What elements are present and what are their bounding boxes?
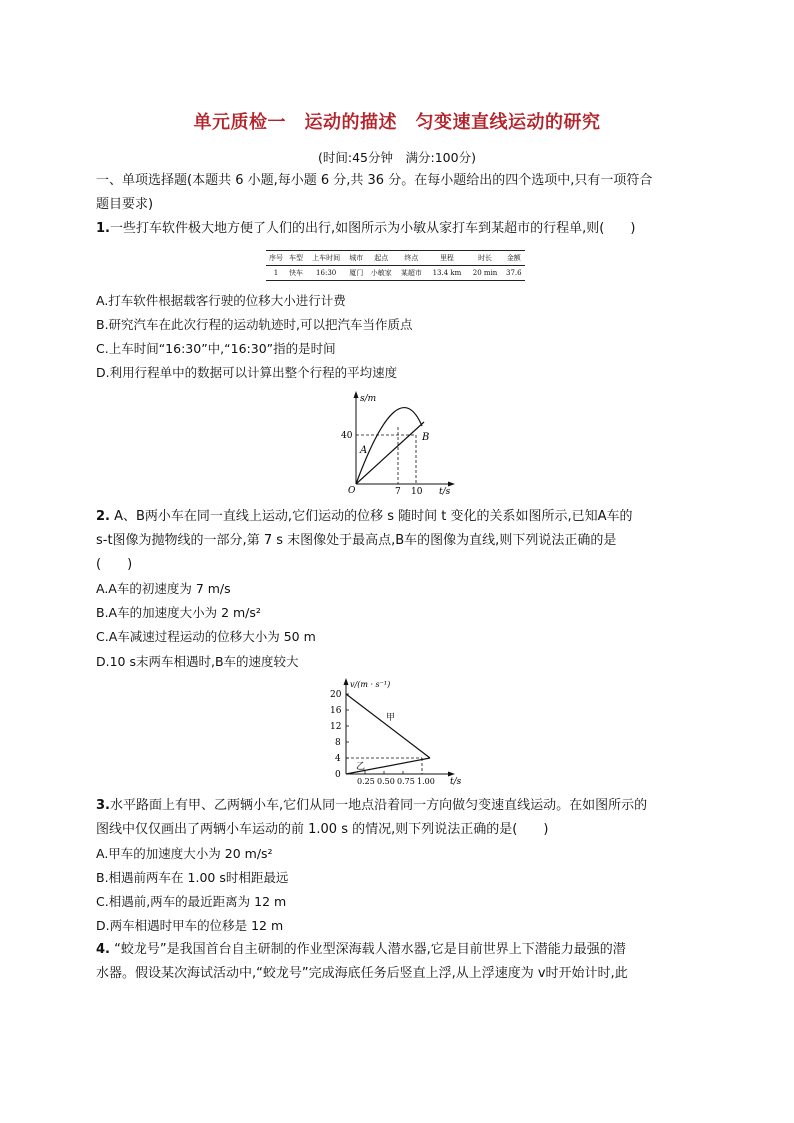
question-stem-line2: 图线中仅仅画出了两辆小车运动的前 1.00 s 的情况,则下列说法正确的是( ) [96,822,549,837]
x-axis-arrow [448,772,455,777]
option-d: D.利用行程单中的数据可以计算出整个行程的平均速度 [96,365,398,380]
x-axis-label: t/s [439,487,451,496]
table-cell: 37.6 [503,266,525,281]
curve-a-label: A [360,445,368,456]
y-axis-label: v/(m · s⁻¹) [350,680,391,689]
question-number: 3. [96,798,110,813]
y-tick-4: 4 [335,754,341,764]
question-4 [96,941,626,959]
y-axis-arrow [354,391,359,398]
option-c: C.相遇前,两车的最近距离为 12 m [96,894,287,909]
option-d: D.两车相遇时甲车的位移是 12 m [96,918,284,933]
x-axis-arrow [448,482,455,487]
line-yi-label: 乙 [356,762,366,772]
x-tick-050: 0.50 [377,777,395,786]
question-stem-line2: 水器。假设某次海试活动中,“蛟龙号”完成海底任务后竖直上浮,从上浮速度为 v时开始计时,此 [96,966,628,981]
question-3 [96,797,647,815]
x-tick-075: 0.75 [397,777,415,786]
table-cell: 13.4 km [426,266,467,281]
table-cell: 1 [266,266,286,281]
x-tick-025: 0.25 [357,777,375,786]
question-stem-line3: ( ) [96,557,133,572]
question-stem-line1: 水平路面上有甲、乙两辆小车,它们从同一地点沿着同一方向做匀变速直线运动。在如图所示的 [109,798,648,813]
line-b-label: B [422,432,430,443]
option-b: B.相遇前两车在 1.00 s时相距最远 [96,870,289,885]
option-c: C.A车减速过程运动的位移大小为 50 m [96,629,316,644]
table-header-cell: 城市 [346,251,366,266]
table-cell: 厦门 [346,266,366,281]
y-axis-arrow [344,678,349,685]
option-a: A.A车的初速度为 7 m/s [96,581,231,596]
table-cell: 小敏家 [366,266,396,281]
table-cell: 16:30 [306,266,346,281]
table-header-cell: 起点 [366,251,396,266]
option-a: A.打车软件根据载客行驶的位移大小进行计费 [96,293,346,308]
y-axis-label: s/m [360,394,377,404]
option-a: A.甲车的加速度大小为 20 m/s² [96,846,273,861]
option-d: D.10 s末两车相遇时,B车的速度较大 [96,654,299,669]
question-1 [96,220,635,238]
page-title: 单元质检一 运动的描述 匀变速直线运动的研究 [193,112,601,133]
origin-label: O [348,486,356,496]
table-cell: 快车 [286,266,306,281]
question-stem: 一些打车软件极大地方便了人们的出行,如图所示为小敏从家打车到某超市的行程单,则( ) [109,221,636,236]
question-2 [96,508,633,526]
option-b: B.研究汽车在此次行程的运动轨迹时,可以把汽车当作质点 [96,317,413,332]
trip-table [266,250,525,281]
y-tick-40: 40 [341,431,353,441]
table-cell: 20 min [468,266,503,281]
line-jia [346,694,430,758]
table-header-cell: 里程 [426,251,467,266]
table-header-cell: 车型 [286,251,306,266]
question-number: 1. [96,221,110,236]
y-tick-16: 16 [330,706,342,716]
x-tick-10: 10 [411,487,423,496]
table-header-cell: 金额 [503,251,525,266]
table-header-row [266,251,525,266]
x-tick-7: 7 [395,487,401,496]
y-tick-12: 12 [330,722,342,732]
table-header-cell: 上车时间 [306,251,346,266]
line-jia-label: 甲 [386,713,396,723]
table-header-cell: 序号 [266,251,286,266]
section-instructions-line1: 一、单项选择题(本题共 6 小题,每小题 6 分,共 36 分。在每小题给出的四个选项中,只有一项符合 [96,173,653,188]
x-tick-100: 1.00 [417,777,435,786]
question-stem-line2: s-t图像为抛物线的一部分,第 7 s 末图像处于最高点,B车的图像为直线,则下列说法正确的是 [96,533,617,548]
vt-graph-figure [326,676,466,786]
option-c: C.上车时间“16:30”中,“16:30”指的是时间 [96,341,336,356]
question-stem-line1: A、B两小车在同一直线上运动,它们运动的位移 s 随时间 t 变化的关系如图所示,已知A车的 [114,509,633,524]
exam-subtitle: (时间:45分钟 满分:100分) [318,150,476,165]
question-number: 2. [96,509,110,524]
st-graph-figure [338,388,466,496]
option-b: B.A车的加速度大小为 2 m/s² [96,605,261,620]
y-tick-20: 20 [330,690,342,700]
section-instructions-line2: 题目要求) [96,197,154,212]
table-header-cell: 终点 [396,251,426,266]
y-tick-0: 0 [335,770,341,780]
y-tick-8: 8 [335,738,341,748]
table-cell: 某超市 [396,266,426,281]
question-number: 4. [96,942,110,957]
table-row [266,266,525,281]
question-stem-line1: “蛟龙号”是我国首台自主研制的作业型深海载人潜水器,它是目前世界上下潜能力最强的潜 [114,942,626,957]
x-axis-label: t/s [450,777,462,786]
table-header-cell: 时长 [468,251,503,266]
